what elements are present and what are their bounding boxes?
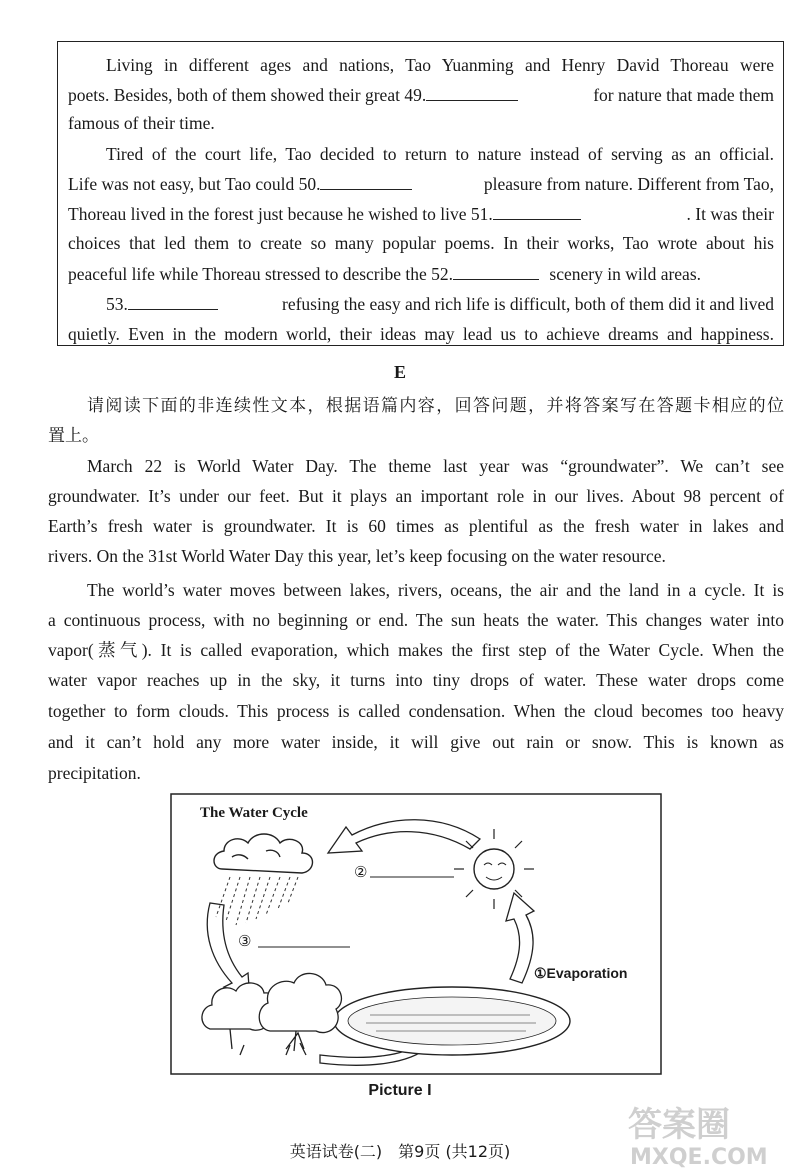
instruction-line: 请阅读下面的非连续性文本，根据语篇内容，回答问题，并将答案写在答题卡相应的位 [87,396,784,416]
paragraph-line: March 22 is World Water Day. The theme last year was “groundwater”. We can’t see [87,456,784,476]
passage-text: . It was their [686,204,774,224]
paragraph-line: together to form clouds. This process is called condensation. When the cloud becomes too heavy [48,701,784,721]
paragraph-line: rivers. On the 31st World Water Day this year, let’s keep focusing on the water resource. [48,546,666,566]
evaporation-label: ①Evaporation [534,965,628,981]
passage-line-blank-53 [106,293,774,315]
section-heading: E [393,362,406,382]
water-cycle-diagram [170,793,662,1075]
passage-line: Living in different ages and nations, Tao Yuanming and Henry David Thoreau were [106,55,774,75]
passage-text: poets. Besides, both of them showed their great 49. [68,85,427,105]
answer-blank-49[interactable] [426,85,518,101]
page-footer: 英语试卷(二) 第9页 (共12页) [289,1142,511,1161]
passage-text: pleasure from nature. Different from Tao, [483,174,774,194]
watermark-logo [622,1098,792,1170]
passage-text: refusing the easy and rich life is difficult, both of them did it and lived [282,294,774,314]
instruction-line: 置上。 [48,426,99,446]
svg-text:MXQE.COM: MXQE.COM [630,1145,768,1170]
summary-passage-box [57,41,784,346]
passage-line: choices that led them to create so many popular poems. In their works, Tao wrote about his [68,233,774,253]
passage-line-blank-51 [68,203,774,225]
passage-line-blank-49 [68,84,774,106]
paragraph-line: a continuous process, with no beginning or end. The sun heats the water. This changes water into [48,610,784,630]
passage-line: Tired of the court life, Tao decided to return to nature instead of serving as an official. [106,144,774,164]
paragraph-line: and it can’t hold any more water inside, it will give out rain or snow. This is known as [48,732,784,752]
answer-blank-52[interactable] [453,264,539,280]
paragraph-line: vapor(蒸气). It is called evaporation, which makes the first step of the Water Cycle. When the [48,640,784,660]
marker-2: ② [354,865,368,881]
paragraph-line: groundwater. It’s under our feet. But it plays an important role in our lives. About 98 percent of [48,486,784,506]
passage-text: scenery in wild areas. [549,264,702,284]
diagram-title: The Water Cycle [200,805,308,821]
passage-text: Life was not easy, but Tao could 50. [68,174,321,194]
answer-blank-50[interactable] [320,174,412,190]
passage-line-blank-50 [68,173,774,195]
passage-text: 53. [106,294,128,314]
answer-blank-51[interactable] [493,204,581,220]
passage-text: for nature that made them [593,85,774,105]
passage-text: Thoreau lived in the forest just because he wished to live 51. [68,204,493,224]
paragraph-line: precipitation. [48,763,141,783]
passage-line: famous of their time. [68,113,215,133]
paragraph-line: water vapor reaches up in the sky, it turns into tiny drops of water. These water drops come [48,670,784,690]
paragraph-line: Earth’s fresh water is groundwater. It is 60 times as plentiful as the fresh water in lakes and [48,516,784,536]
paragraph-line: The world’s water moves between lakes, rivers, oceans, the air and the land in a cycle. It is [87,580,784,600]
lake [334,987,570,1055]
svg-text:答案圈: 答案圈 [628,1105,730,1145]
passage-line: quietly. Even in the modern world, their ideas may lead us to achieve dreams and happiness. [68,324,774,344]
answer-blank-53[interactable] [128,294,218,310]
passage-line-blank-52 [68,263,774,285]
passage-text: peaceful life while Thoreau stressed to describe the 52. [68,264,454,284]
marker-3: ③ [238,934,252,950]
figure-caption: Picture I [368,1082,432,1099]
